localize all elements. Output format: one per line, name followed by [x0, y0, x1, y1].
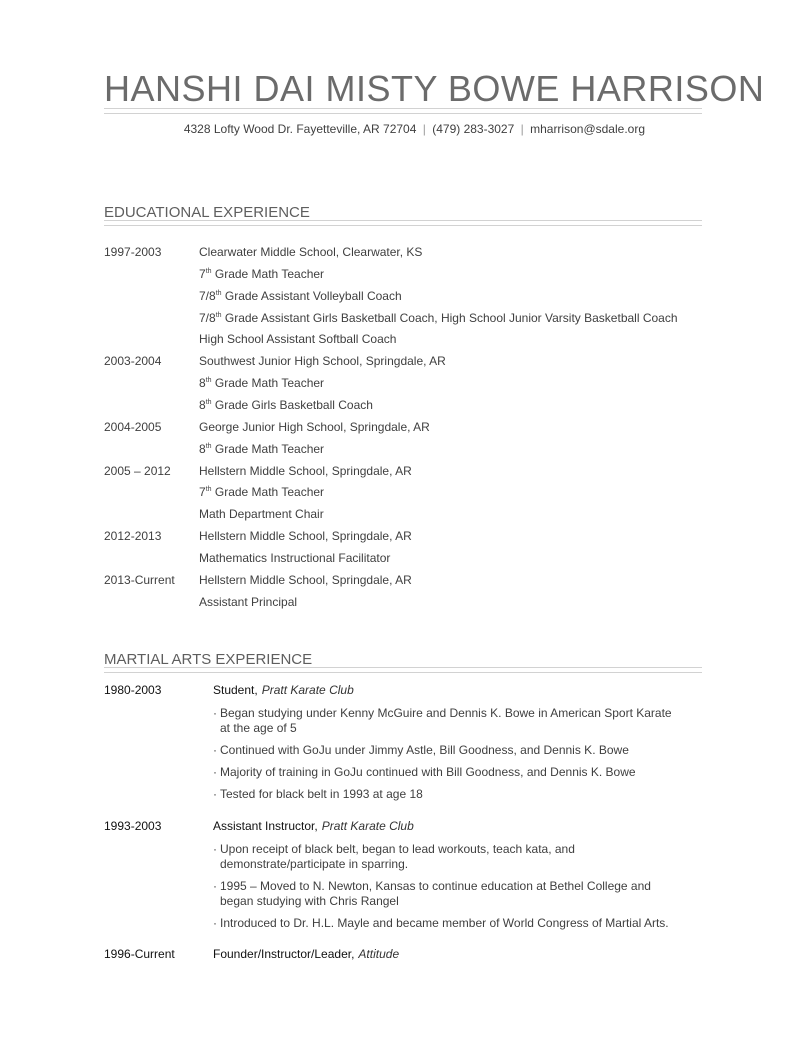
ma-bullet-text: 1995 – Moved to N. Newton, Kansas to continue education at Bethel College and began studying with Chris Rangel — [220, 879, 651, 908]
ma-role — [213, 819, 414, 833]
edu-detail — [199, 267, 324, 281]
edu-grade-number: 8 — [199, 398, 206, 412]
ordinal-suffix: th — [205, 486, 212, 493]
edu-detail — [199, 464, 412, 478]
edu-detail — [199, 420, 430, 434]
ma-years: 1980-2003 — [104, 683, 162, 697]
separator: | — [422, 122, 426, 136]
edu-text: Grade Math Teacher — [211, 376, 325, 390]
bullet-marker: · — [213, 787, 217, 801]
section-divider — [104, 220, 702, 226]
bullet-marker: · — [213, 916, 217, 930]
address-text: 4328 Lofty Wood Dr. Fayetteville, AR 72704 — [183, 122, 417, 136]
ma-bullet-item — [213, 879, 680, 909]
section-title-education: EDUCATIONAL EXPERIENCE — [104, 204, 310, 221]
ma-years: 1993-2003 — [104, 819, 162, 833]
ma-bullet-item — [213, 916, 680, 931]
edu-text: Southwest Junior High School, Springdale, AR — [199, 354, 446, 368]
ma-organization: Pratt Karate Club — [321, 819, 414, 833]
edu-detail — [199, 289, 402, 303]
ma-bullet-item — [213, 765, 680, 780]
edu-text: Clearwater Middle School, Clearwater, KS — [199, 245, 423, 259]
edu-detail — [199, 376, 324, 390]
edu-text: Hellstern Middle School, Springdale, AR — [199, 573, 412, 587]
ma-bullet-text: Majority of training in GoJu continued with Bill Goodness, and Dennis K. Bowe — [220, 765, 636, 779]
ma-role — [213, 683, 354, 697]
edu-text: Mathematics Instructional Facilitator — [199, 551, 391, 565]
edu-detail — [199, 398, 373, 412]
ordinal-suffix: th — [215, 290, 222, 297]
bullet-marker: · — [213, 879, 217, 893]
ma-bullet-text: Continued with GoJu under Jimmy Astle, Bill Goodness, and Dennis K. Bowe — [220, 743, 629, 757]
edu-detail — [199, 485, 324, 499]
email-link[interactable]: mharrison@sdale.org — [530, 122, 645, 136]
edu-text: Math Department Chair — [199, 507, 324, 521]
edu-detail — [199, 311, 678, 325]
ordinal-suffix: th — [215, 312, 222, 319]
bullet-marker: · — [213, 842, 217, 856]
ma-bullet-text: Introduced to Dr. H.L. Mayle and became member of World Congress of Martial Arts. — [220, 916, 669, 930]
edu-text: Grade Math Teacher — [211, 442, 325, 456]
ordinal-suffix: th — [205, 377, 212, 384]
ma-role-title: Founder/Instructor/Leader, — [213, 947, 355, 961]
edu-text: Assistant Principal — [199, 595, 298, 609]
edu-text: Hellstern Middle School, Springdale, AR — [199, 464, 412, 478]
edu-years: 2005 – 2012 — [104, 464, 171, 478]
edu-grade-number: 7/8 — [199, 311, 216, 325]
ma-years: 1996-Current — [104, 947, 175, 961]
bullet-marker: · — [213, 743, 217, 757]
ma-bullet-item — [213, 743, 680, 758]
edu-grade-number: 8 — [199, 442, 206, 456]
contact-line — [184, 122, 645, 136]
ordinal-suffix: th — [205, 268, 212, 275]
bullet-marker: · — [213, 706, 217, 720]
ma-bullet-text: Began studying under Kenny McGuire and Dennis K. Bowe in American Sport Karate at the age of 5 — [220, 706, 672, 735]
edu-text: Grade Assistant Girls Basketball Coach, High School Junior Varsity Basketball Coach — [221, 311, 678, 325]
edu-detail — [199, 507, 324, 521]
ma-bullet-item — [213, 787, 680, 802]
ma-organization: Attitude — [358, 947, 400, 961]
edu-years: 2004-2005 — [104, 420, 162, 434]
edu-detail — [199, 595, 297, 609]
ma-bullet-text: Tested for black belt in 1993 at age 18 — [220, 787, 423, 801]
edu-text: George Junior High School, Springdale, AR — [199, 420, 430, 434]
edu-years: 2003-2004 — [104, 354, 162, 368]
edu-detail — [199, 354, 446, 368]
edu-years: 1997-2003 — [104, 245, 162, 259]
ordinal-suffix: th — [205, 399, 212, 406]
edu-detail — [199, 442, 324, 456]
ma-role-title: Assistant Instructor, — [213, 819, 318, 833]
edu-grade-number: 8 — [199, 376, 206, 390]
header-divider — [104, 108, 702, 114]
resume-name: HANSHI DAI MISTY BOWE HARRISON — [104, 68, 765, 109]
edu-detail — [199, 551, 390, 565]
edu-text: Grade Assistant Volleyball Coach — [221, 289, 402, 303]
ma-bullet-text: Upon receipt of black belt, began to lead workouts, teach kata, and demonstrate/participate in sparring. — [220, 842, 575, 871]
edu-detail — [199, 573, 412, 587]
edu-text: Grade Math Teacher — [211, 485, 325, 499]
edu-grade-number: 7 — [199, 485, 206, 499]
ma-bullet-item — [213, 706, 680, 736]
edu-detail — [199, 245, 422, 259]
ma-organization: Pratt Karate Club — [261, 683, 354, 697]
edu-years: 2013-Current — [104, 573, 175, 587]
separator: | — [520, 122, 524, 136]
edu-years: 2012-2013 — [104, 529, 162, 543]
ma-role-title: Student, — [213, 683, 258, 697]
edu-detail — [199, 529, 412, 543]
edu-text: High School Assistant Softball Coach — [199, 332, 397, 346]
ma-bullet-item — [213, 842, 680, 872]
edu-text: Hellstern Middle School, Springdale, AR — [199, 529, 412, 543]
section-title-martial-arts: MARTIAL ARTS EXPERIENCE — [104, 651, 313, 668]
edu-detail — [199, 332, 396, 346]
section-divider — [104, 667, 702, 673]
edu-grade-number: 7/8 — [199, 289, 216, 303]
edu-text: Grade Math Teacher — [211, 267, 325, 281]
ordinal-suffix: th — [205, 443, 212, 450]
bullet-marker: · — [213, 765, 217, 779]
edu-text: Grade Girls Basketball Coach — [211, 398, 373, 412]
phone-text: (479) 283-3027 — [432, 122, 515, 136]
edu-grade-number: 7 — [199, 267, 206, 281]
ma-role — [213, 947, 399, 961]
